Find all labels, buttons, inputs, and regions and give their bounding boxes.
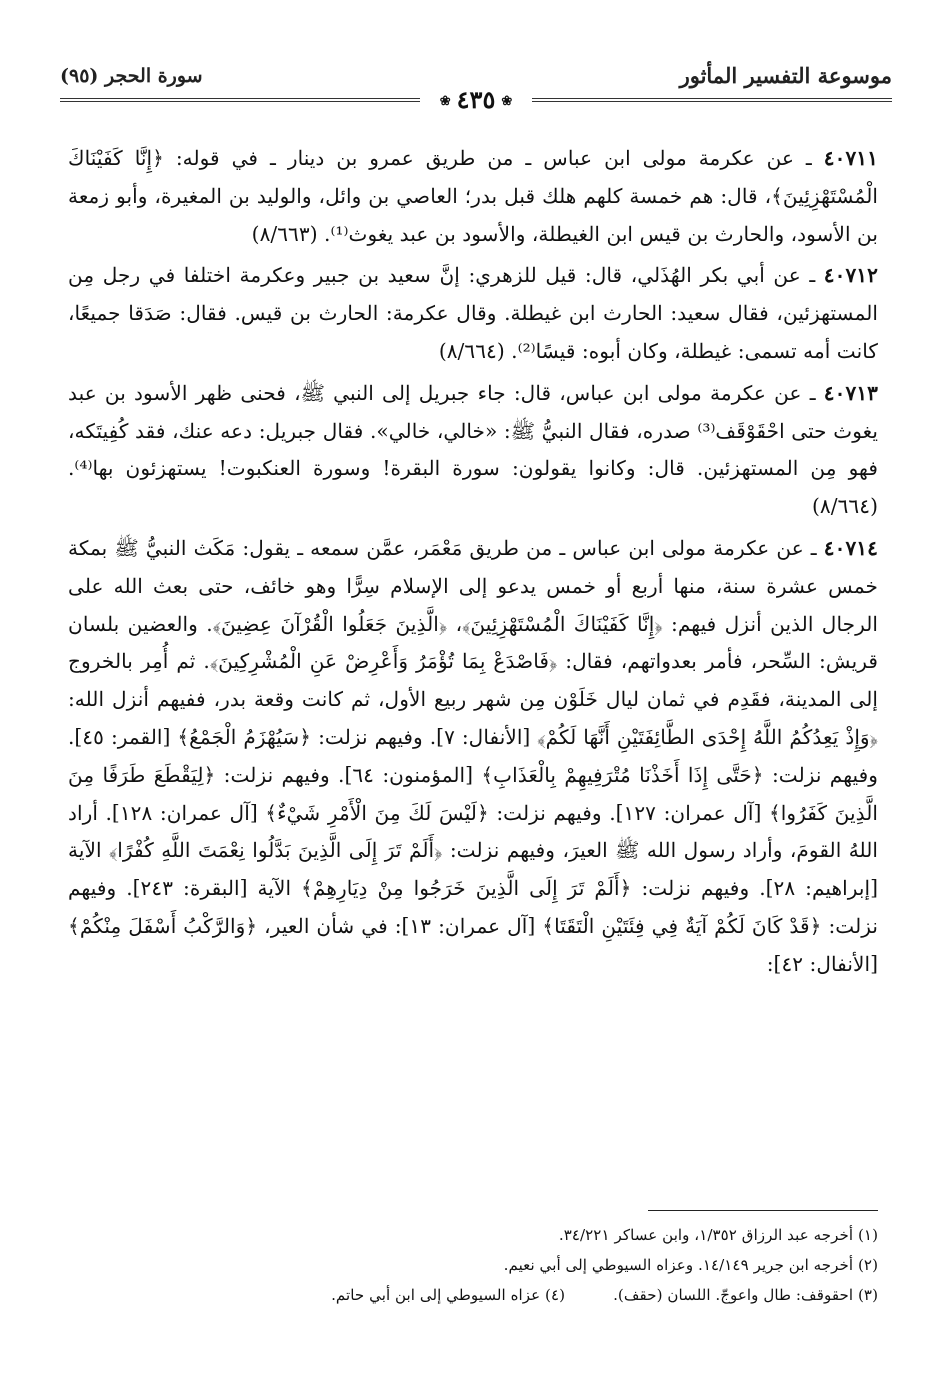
footnote-2: (٢) أخرجه ابن جرير ١٤/١٤٩. وعزاه السيوطي إلى أبي نعيم. (503, 1256, 878, 1274)
book-title: موسوعة التفسير المأثور (679, 63, 892, 88)
footnote-4: (٤) عزاه السيوطي إلى ابن أبي حاتم. (331, 1286, 566, 1304)
entry-number: ٤٠٧١٣ (823, 380, 879, 405)
entry-number: ٤٠٧١٤ (823, 535, 878, 560)
footnote-divider (648, 1210, 878, 1211)
ornament-icon: ❀ (501, 94, 513, 109)
entry-text: ـ عن عكرمة مولى ابن عباس ـ من طريق عمرو بن دينار ـ في قوله: ﴿إِنَّا كَفَيْنَاكَ الْمُسْتَهْزِئِينَ﴾، قال: هم خمسة كلهم هلك قبل بدر؛ العاصي بن وائل، والوليد بن المغيرة، وأبو زمعة بن الأسود، والحارث بن قيس ابن الغيطلة، والأسود بن عبد يغوث⁽¹⁾. (٨/٦٦٣) (68, 146, 878, 246)
entry-text: ـ عن عكرمة مولى ابن عباس، قال: جاء جبريل إلى النبي ﷺ، فحنى ظهر الأسود بن عبد يغوث حتى احْقَوْقَف⁽³⁾ صدره، فقال النبيُّ ﷺ: «خالي، خالي». فقال جبريل: دعه عنك، فقد كُفِيتَكه، فهو مِن المستهزئين. قال: وكانوا يقولون: سورة البقرة! وسورة العنكبوت! يستهزئون بها⁽⁴⁾. (٨/٦٦٤) (68, 380, 878, 519)
page-header (60, 55, 892, 115)
main-text (68, 140, 878, 988)
footnote-1: (١) أخرجه عبد الرزاق ١/٣٥٢، وابن عساكر ٣٤/٢٢١. (558, 1226, 878, 1244)
ornament-icon: ❀ (439, 94, 451, 109)
entry-number: ٤٠٧١٢ (823, 263, 878, 288)
entry (68, 530, 878, 984)
entry-text: ـ عن أبي بكر الهُذَلي، قال: قيل للزهري: إنَّ سعيد بن جبير وعكرمة اختلفا في رجل مِن المستهزئين، فقال سعيد: الحارث ابن غيطلة. وقال عكرمة: الحارث بن قيس. فقال: صَدَقا جميعًا، كانت أمه تسمى: غيطلة، وكان أبوه: قيسًا⁽²⁾. (٨/٦٦٤) (68, 263, 878, 363)
surah-title: سورة الحجر (٩٥) (60, 65, 203, 87)
footnotes (90, 1220, 878, 1310)
entry (68, 140, 878, 253)
page-number: ٤٣٥ (456, 85, 496, 114)
entry (68, 257, 878, 370)
entry-text: ـ عن عكرمة مولى ابن عباس ـ من طريق مَعْمَر، عمَّن سمعه ـ يقول: مَكَث النبيُّ ﷺ بمكة خمس عشرة سنة، منها أربع أو خمس يدعو إلى الإسلام سِرًّا وهو خائف، حتى بعث الله على الرجال الذين أنزل فيهم: ﴿إِنَّا كَفَيْنَاكَ الْمُسْتَهْزِئِينَ﴾، ﴿الَّذِينَ جَعَلُوا الْقُرْآنَ عِضِينَ﴾. والعضين بلسان قريش: السِّحر، فأمر بعدواتهم، فقال: ﴿فَاصْدَعْ بِمَا تُؤْمَرُ وَأَعْرِضْ عَنِ الْمُشْرِكِينَ﴾. ثم أُمِر بالخروج إلى المدينة، فقَدِم في ثمان ليال خَلَوْن مِن شهر ربيع الأول، ثم كانت وقعة بدر، ففيهم أنزل الله: ﴿وَإِذْ يَعِدُكُمُ اللَّهُ إِحْدَى الطَّائِفَتَيْنِ أَنَّهَا لَكُمْ﴾ [الأنفال: ٧]. وفيهم نزلت: ﴿سَيُهْزَمُ الْجَمْعُ﴾ [القمر: ٤٥]. وفيهم نزلت: ﴿حَتَّى إِذَا أَخَذْنَا مُتْرَفِيهِمْ بِالْعَذَابِ﴾ [المؤمنون: ٦٤]. وفيهم نزلت: ﴿لِيَقْطَعَ طَرَفًا مِنَ الَّذِينَ كَفَرُوا﴾ [آل عمران: ١٢٧]. وفيهم نزلت: ﴿لَيْسَ لَكَ مِنَ الْأَمْرِ شَيْءٌ﴾ [آل عمران: ١٢٨]. أراد اللهُ القومَ، وأراد رسول الله ﷺ العيرَ، وفيهم نزلت: ﴿أَلَمْ تَرَ إِلَى الَّذِينَ بَدَّلُوا نِعْمَتَ اللَّهِ كُفْرًا﴾ الآية [إبراهيم: ٢٨]. وفيهم نزلت: ﴿أَلَمْ تَرَ إِلَى الَّذِينَ خَرَجُوا مِنْ دِيَارِهِمْ﴾ الآية [البقرة: ٢٤٣]. وفيهم نزلت: ﴿قَدْ كَانَ لَكُمْ آيَةٌ فِي فِئَتَيْنِ الْتَقَتَا﴾ [آل عمران: ١٣]: في شأن العير، ﴿وَالرَّكْبُ أَسْفَلَ مِنْكُمْ﴾ [الأنفال: ٤٢]: (68, 535, 879, 976)
footnote-row (90, 1280, 878, 1310)
footnote-3: (٣) احقوقف: طال واعوجّ. اللسان (حقف). (613, 1286, 878, 1304)
entry-number: ٤٠٧١١ (823, 146, 878, 170)
page-number-wrap (60, 85, 892, 114)
entry (68, 375, 878, 526)
